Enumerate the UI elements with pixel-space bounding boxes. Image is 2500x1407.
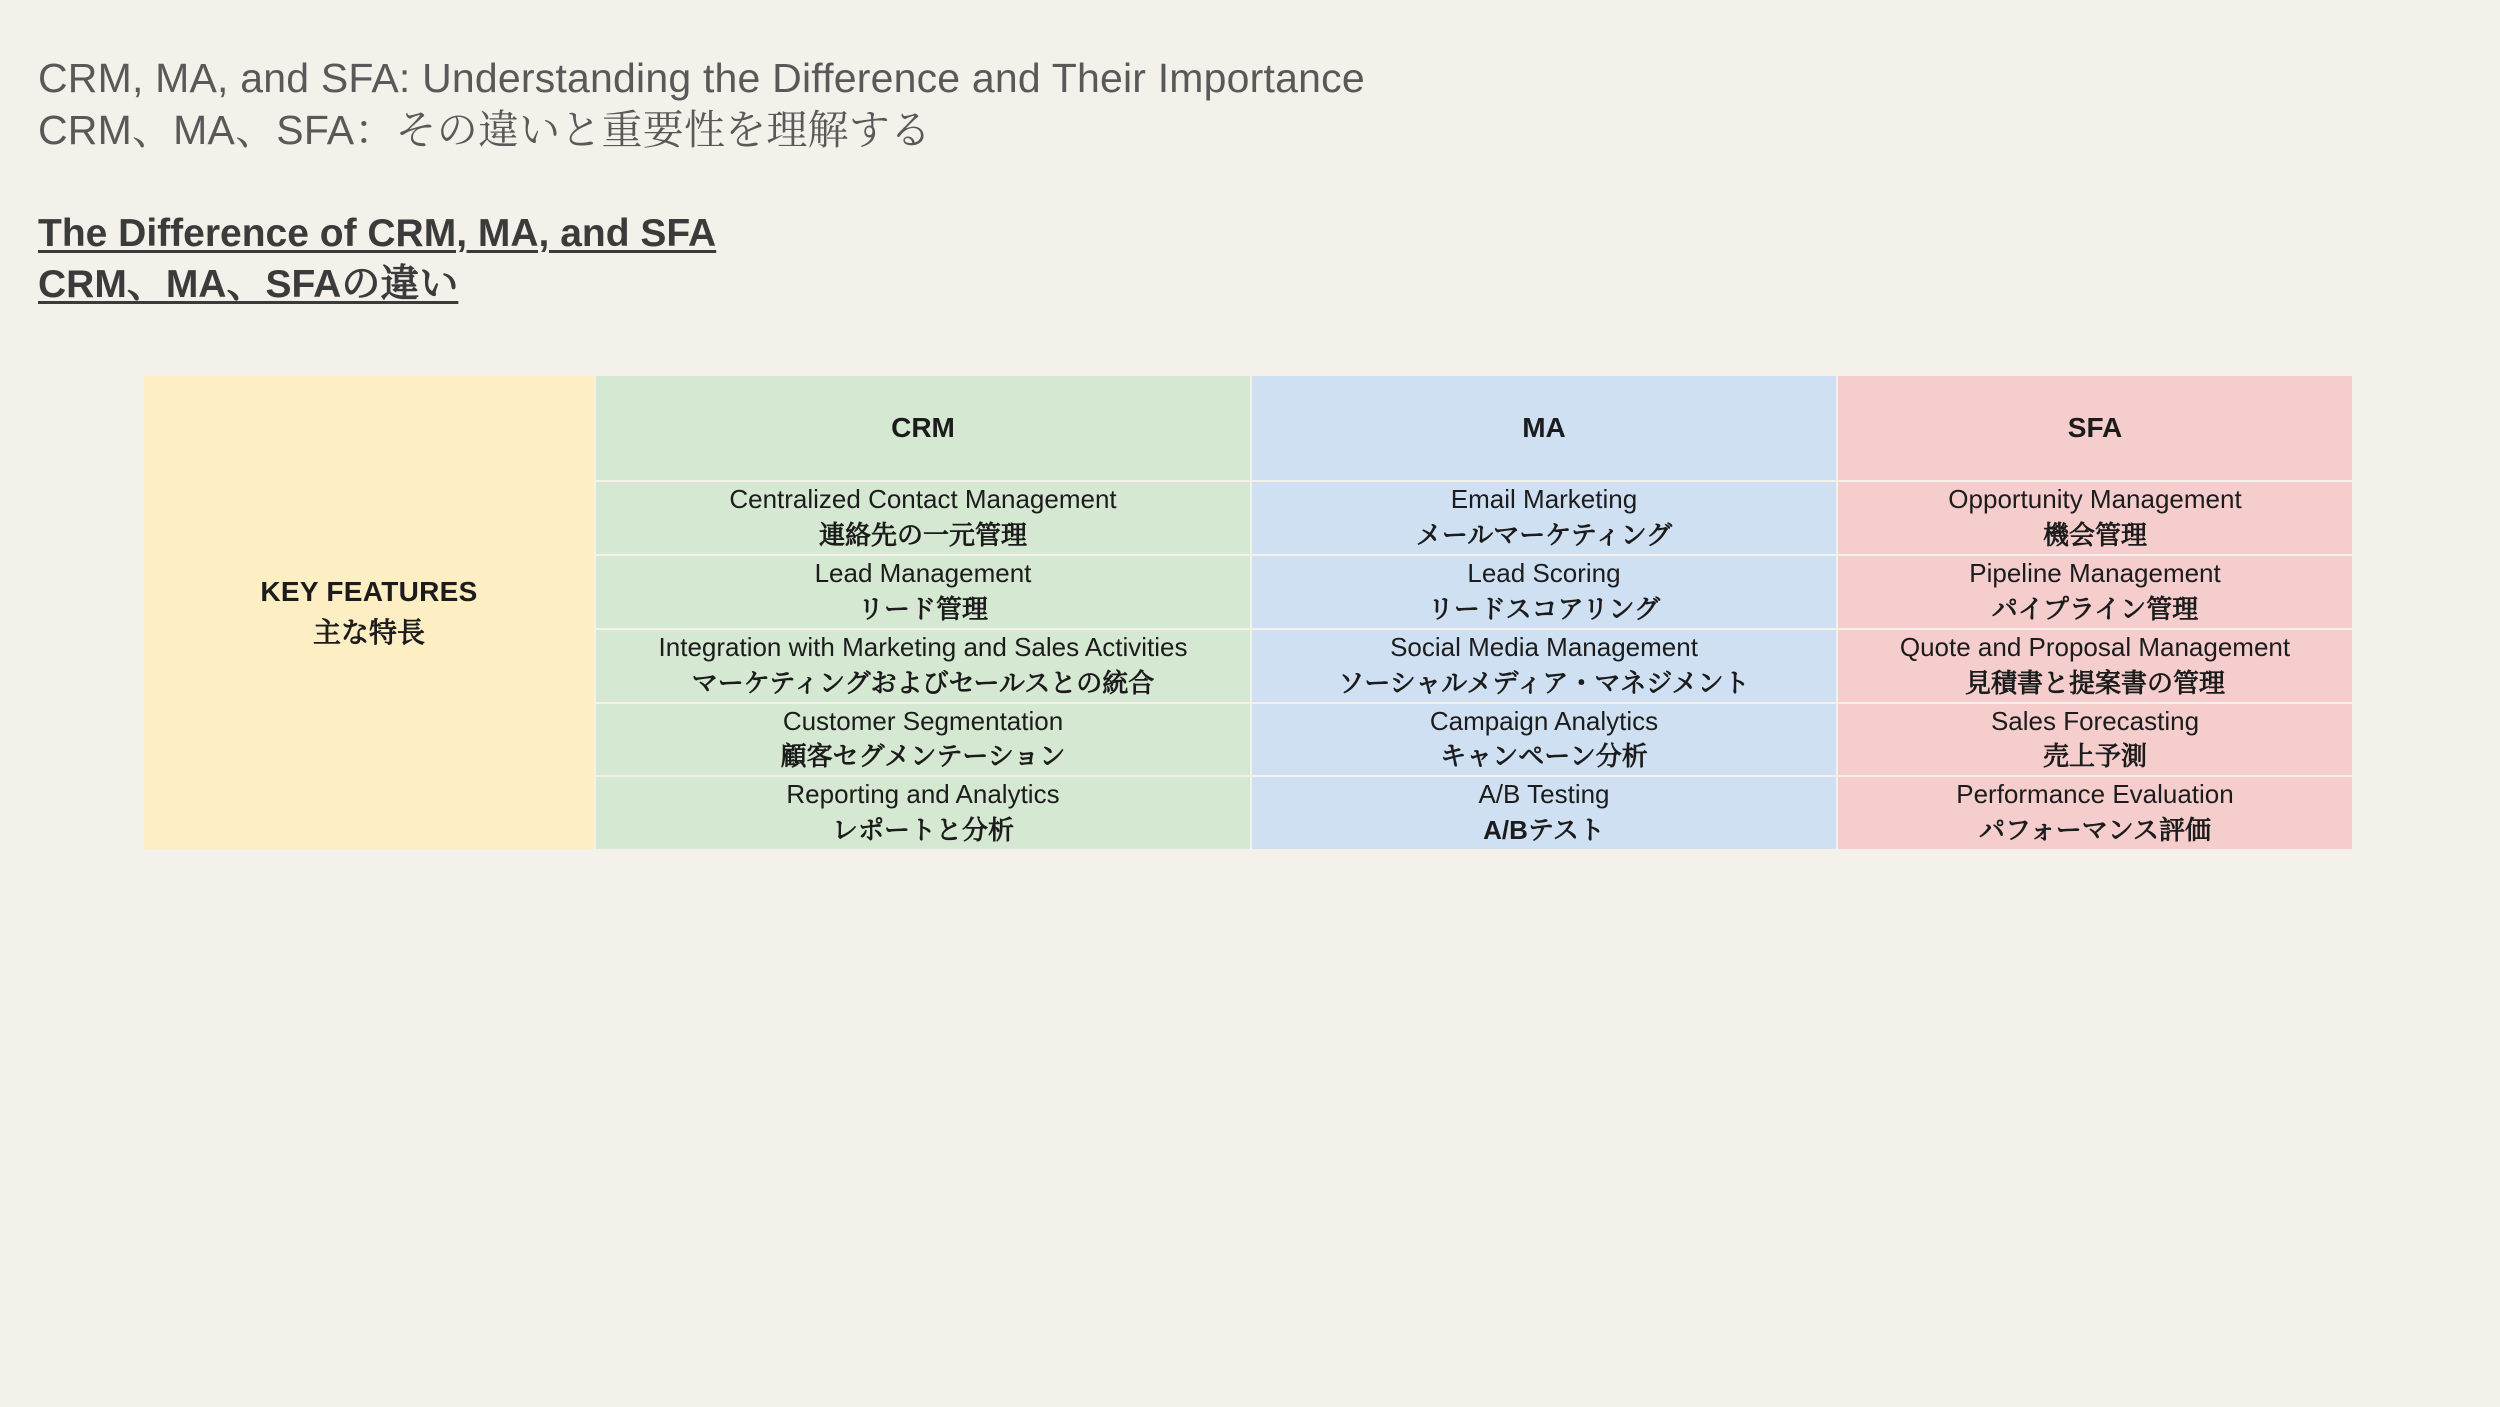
cell-ma-3-english: Social Media Management: [1390, 631, 1698, 662]
cell-ma-5: [1251, 776, 1837, 850]
cell-ma-1: [1251, 481, 1837, 555]
section-heading-japanese: CRM、MA、SFAの違い: [38, 262, 459, 306]
cell-crm-4: [595, 703, 1251, 777]
cell-sfa-3-english: Quote and Proposal Management: [1899, 631, 2291, 662]
row-header-japanese: 主な特長: [312, 616, 425, 648]
cell-sfa-3-japanese: 見積書と提案書の管理: [1964, 667, 2225, 698]
cell-crm-5-english: Reporting and Analytics: [786, 779, 1060, 810]
cell-ma-5-english: A/B Testing: [1478, 779, 1610, 810]
section-heading: [38, 209, 716, 310]
cell-ma-2-english: Lead Scoring: [1467, 558, 1621, 589]
cell-ma-3: [1251, 629, 1837, 703]
cell-sfa-1-japanese: 機会管理: [2042, 520, 2147, 551]
cell-ma-4: [1251, 703, 1837, 777]
cell-crm-1-english: Centralized Contact Management: [729, 484, 1117, 515]
cell-ma-4-japanese: キャンペーン分析: [1440, 741, 1648, 772]
cell-sfa-5: [1837, 776, 2353, 850]
cell-crm-1-japanese: 連絡先の一元管理: [818, 520, 1027, 551]
comparison-table-container: [142, 374, 2500, 851]
page-title: [38, 52, 2500, 157]
column-header-sfa: SFA: [1837, 375, 2353, 481]
row-header-key-features: [143, 375, 595, 850]
comparison-table: [142, 374, 2354, 851]
page-title-english: CRM, MA, and SFA: Understanding the Difference and Their Importance: [38, 55, 1365, 101]
cell-sfa-3: [1837, 629, 2353, 703]
cell-crm-2-english: Lead Management: [814, 558, 1032, 589]
cell-crm-1: [595, 481, 1251, 555]
cell-sfa-1: [1837, 481, 2353, 555]
cell-sfa-4: [1837, 703, 2353, 777]
cell-crm-3-japanese: マーケティングおよびセールスとの統合: [691, 667, 1155, 698]
cell-crm-4-english: Customer Segmentation: [782, 705, 1064, 736]
row-header-inner: [144, 572, 594, 653]
page-title-japanese: CRM、MA、SFA：その違いと重要性を理解する: [38, 107, 932, 154]
cell-sfa-2-japanese: パイプライン管理: [1991, 593, 2199, 624]
cell-crm-3: [595, 629, 1251, 703]
cell-ma-1-japanese: メールマーケティング: [1415, 520, 1673, 551]
cell-sfa-2: [1837, 555, 2353, 629]
cell-sfa-1-english: Opportunity Management: [1948, 484, 2242, 515]
column-header-crm: CRM: [595, 375, 1251, 481]
cell-sfa-4-english: Sales Forecasting: [1990, 705, 2200, 736]
table-header-row: [143, 375, 2353, 481]
cell-ma-5-japanese: A/Bテスト: [1483, 815, 1605, 846]
cell-crm-2: [595, 555, 1251, 629]
row-header-english: KEY FEATURES: [260, 576, 478, 608]
cell-ma-2-japanese: リードスコアリング: [1427, 593, 1661, 624]
cell-sfa-5-japanese: パフォーマンス評価: [1979, 815, 2211, 846]
cell-crm-5-japanese: レポートと分析: [831, 815, 1014, 846]
cell-sfa-5-english: Performance Evaluation: [1956, 779, 2234, 810]
cell-crm-2-japanese: リード管理: [857, 593, 988, 624]
cell-ma-1-english: Email Marketing: [1450, 484, 1638, 515]
cell-sfa-4-japanese: 売上予測: [2042, 741, 2147, 772]
cell-ma-2: [1251, 555, 1837, 629]
cell-crm-3-english: Integration with Marketing and Sales Activities: [658, 631, 1188, 662]
section-heading-english: The Difference of CRM, MA, and SFA: [38, 211, 717, 255]
cell-ma-3-japanese: ソーシャルメディア・マネジメント: [1338, 667, 1750, 698]
cell-crm-5: [595, 776, 1251, 850]
cell-sfa-2-english: Pipeline Management: [1969, 558, 2221, 589]
cell-crm-4-japanese: 顧客セグメンテーション: [780, 741, 1066, 772]
column-header-ma: MA: [1251, 375, 1837, 481]
cell-ma-4-english: Campaign Analytics: [1429, 705, 1659, 736]
